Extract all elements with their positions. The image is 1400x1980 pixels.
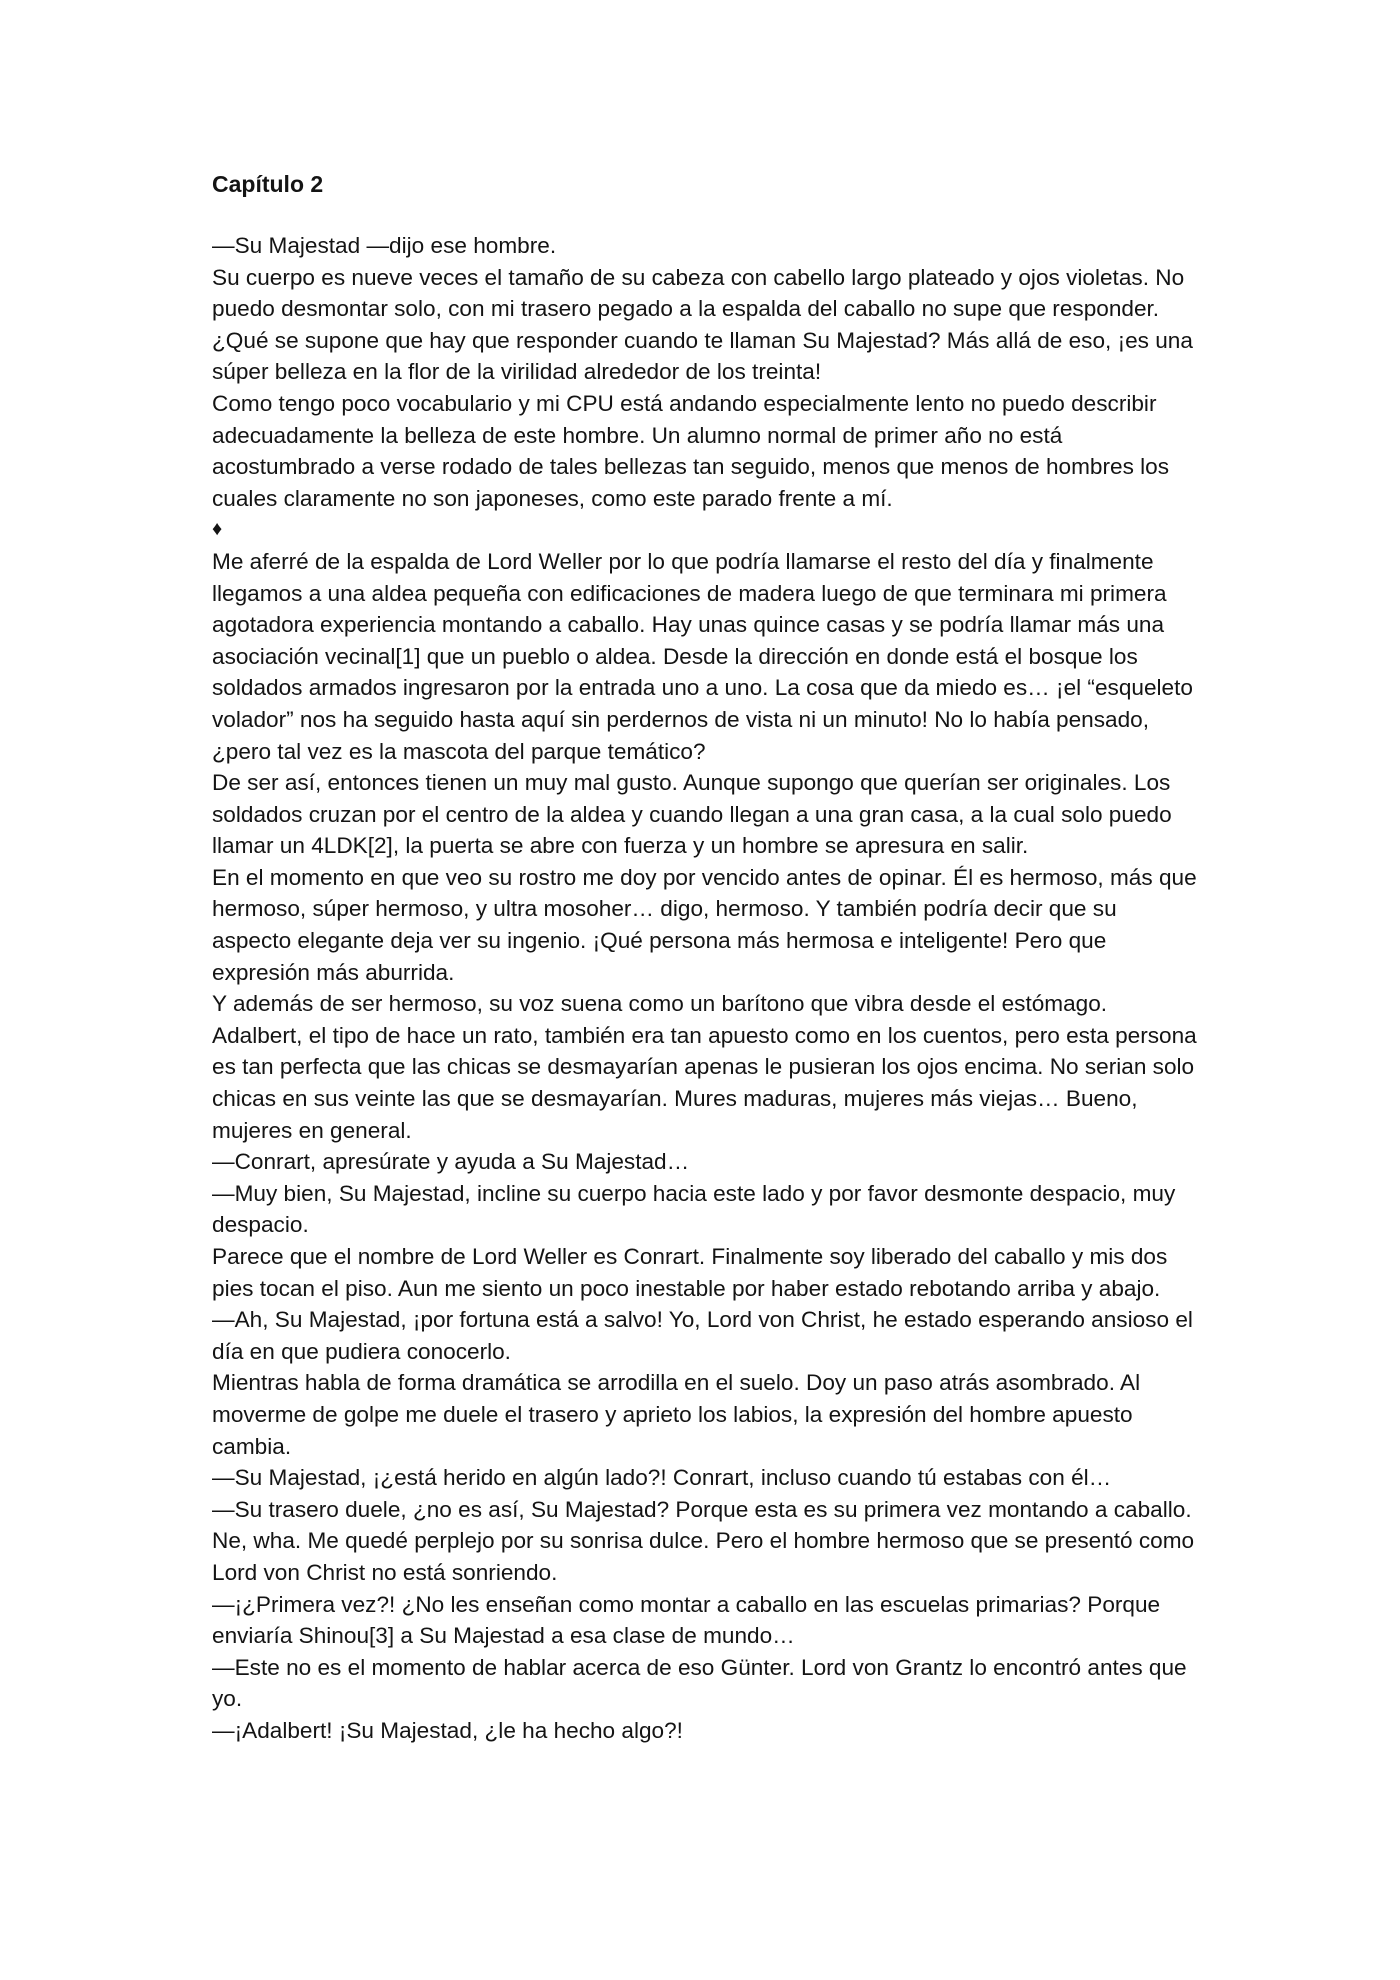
chapter-title: Capítulo 2 bbox=[212, 171, 324, 197]
paragraph: —Su Majestad, ¡¿está herido en algún lado?! Conrart, incluso cuando tú estabas con él… bbox=[212, 1465, 1112, 1491]
paragraph: Me aferré de la espalda de Lord Weller por lo que podría llamarse el resto del día y finalmente llegamos a una aldea pequeña con edificaciones de madera luego de que terminara mi primera agotadora experiencia montando a caballo. Hay unas quince casas y se podría llamar más una asociación vecinal[1] que un pueblo o aldea. Desde la dirección en donde está el bosque los soldados armados ingresaron por la entrada uno a uno. La cosa que da miedo es… ¡el “esqueleto volador” nos ha seguido hasta aquí sin perdernos de vista ni un minuto! No lo había pensado, ¿pero tal vez es la mascota del parque temático? bbox=[212, 548, 1193, 764]
paragraph: Y además de ser hermoso, su voz suena como un barítono que vibra desde el estómago. Adalbert, el tipo de hace un rato, también era tan apuesto como en los cuentos, pero esta persona es tan perfecta que las chicas se desmayarían apenas le pusieran los ojos encima. No serian solo chicas en sus veinte las que se desmayarían. Mures maduras, mujeres más viejas… Bueno, mujeres en general. bbox=[212, 991, 1197, 1143]
paragraph: —¡¿Primera vez?! ¿No les enseñan como montar a caballo en las escuelas primarias? Porque enviaría Shinou[3] a Su Majestad a esa clase de mundo… bbox=[212, 1591, 1161, 1649]
paragraph: Parece que el nombre de Lord Weller es Conrart. Finalmente soy liberado del caballo y mis dos pies tocan el piso. Aun me siento un poco inestable por haber estado rebotando arriba y abajo. bbox=[212, 1244, 1168, 1301]
paragraph: —Su trasero duele, ¿no es así, Su Majestad? Porque esta es su primera vez montando a caballo. bbox=[212, 1496, 1192, 1522]
paragraph: Mientras habla de forma dramática se arrodilla en el suelo. Doy un paso atrás asombrado. Al moverme de golpe me duele el trasero y aprieto los labios, la expresión del hombre apuesto cambia. bbox=[212, 1370, 1141, 1459]
paragraph: Su cuerpo es nueve veces el tamaño de su cabeza con cabello largo plateado y ojos violetas. No puedo desmontar solo, con mi trasero pegado a la espalda del caballo no supe que responder. ¿Qué se supone que hay que responder cuando te llaman Su Majestad? Más allá de eso, ¡es una súper belleza en la flor de la virilidad alrededor de los treinta! bbox=[212, 264, 1193, 385]
paragraph: —Su Majestad —dijo ese hombre. bbox=[212, 233, 557, 258]
paragraph: —Este no es el momento de hablar acerca de eso Günter. Lord von Grantz lo encontró antes que yo. bbox=[212, 1654, 1187, 1712]
paragraph: —¡Adalbert! ¡Su Majestad, ¿le ha hecho algo?! bbox=[212, 1717, 683, 1743]
paragraph: De ser así, entonces tienen un muy mal gusto. Aunque supongo que querían ser originales. Los soldados cruzan por el centro de la aldea y cuando llegan a una gran casa, a la cual solo puedo llamar un 4LDK[2], la puerta se abre con fuerza y un hombre se apresura en salir. bbox=[212, 770, 1172, 859]
section-separator-diamond: ♦ bbox=[212, 518, 223, 541]
paragraph: En el momento en que veo su rostro me doy por vencido antes de opinar. Él es hermoso, más que hermoso, súper hermoso, y ultra mosoher… digo, hermoso. Y también podría decir que su aspecto elegante deja ver su ingenio. ¡Qué persona más hermosa e inteligente! Pero que expresión más aburrida. bbox=[212, 864, 1197, 985]
document-page bbox=[212, 168, 1202, 1747]
paragraph: —Muy bien, Su Majestad, incline su cuerpo hacia este lado y por favor desmonte despacio, muy despacio. bbox=[212, 1180, 1176, 1238]
paragraph: Ne, wha. Me quedé perplejo por su sonrisa dulce. Pero el hombre hermoso que se presentó como Lord von Christ no está sonriendo. bbox=[212, 1528, 1195, 1585]
paragraph: —Ah, Su Majestad, ¡por fortuna está a salvo! Yo, Lord von Christ, he estado esperando ansioso el día en que pudiera conocerlo. bbox=[212, 1307, 1193, 1364]
paragraph: Como tengo poco vocabulario y mi CPU está andando especialmente lento no puedo describir adecuadamente la belleza de este hombre. Un alumno normal de primer año no está acostumbrado a verse rodado de tales bellezas tan seguido, menos que menos de hombres los cuales claramente no son japoneses, como este parado frente a mí. bbox=[212, 390, 1170, 511]
document-body bbox=[212, 230, 1202, 1747]
paragraph: —Conrart, apresúrate y ayuda a Su Majestad… bbox=[212, 1149, 690, 1175]
